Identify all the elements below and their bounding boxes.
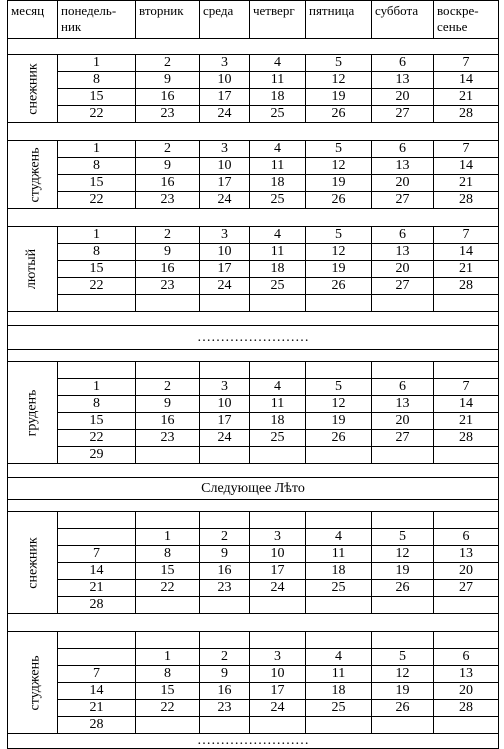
day-cell: 20 bbox=[372, 413, 434, 430]
ellipsis-bottom-row bbox=[8, 734, 499, 749]
month-name bbox=[8, 227, 58, 312]
day-cell: 4 bbox=[250, 55, 306, 72]
day-cell: 28 bbox=[434, 106, 499, 123]
spacer-cell bbox=[8, 312, 499, 326]
day-cell: 23 bbox=[200, 700, 250, 717]
day-cell: 5 bbox=[306, 379, 372, 396]
week-row bbox=[8, 580, 499, 597]
day-cell: 26 bbox=[372, 580, 434, 597]
day-cell: 28 bbox=[434, 430, 499, 447]
header-day: вторник bbox=[136, 1, 200, 39]
day-cell: 17 bbox=[200, 413, 250, 430]
day-cell: 18 bbox=[306, 563, 372, 580]
day-cell bbox=[434, 362, 499, 379]
header-day: четверг bbox=[250, 1, 306, 39]
day-cell: 15 bbox=[58, 261, 136, 278]
day-cell bbox=[200, 632, 250, 649]
day-cell: 10 bbox=[200, 158, 250, 175]
day-cell: 12 bbox=[306, 72, 372, 89]
day-cell: 8 bbox=[58, 158, 136, 175]
ellipsis-bottom: …………………… bbox=[8, 734, 499, 749]
day-cell: 23 bbox=[136, 430, 200, 447]
day-cell bbox=[372, 632, 434, 649]
ellipsis: …………………… bbox=[8, 326, 499, 350]
day-cell: 1 bbox=[58, 379, 136, 396]
day-cell: 19 bbox=[372, 683, 434, 700]
day-cell: 28 bbox=[58, 717, 136, 734]
day-cell: 16 bbox=[200, 563, 250, 580]
day-cell: 25 bbox=[250, 278, 306, 295]
day-cell: 21 bbox=[434, 175, 499, 192]
week-row bbox=[8, 597, 499, 614]
day-cell: 15 bbox=[136, 563, 200, 580]
day-cell: 18 bbox=[306, 683, 372, 700]
day-cell: 25 bbox=[306, 580, 372, 597]
day-cell bbox=[200, 717, 250, 734]
day-cell: 27 bbox=[372, 430, 434, 447]
header-day: среда bbox=[200, 1, 250, 39]
day-cell bbox=[200, 295, 250, 312]
month-label: студжень bbox=[27, 655, 43, 710]
day-cell: 18 bbox=[250, 89, 306, 106]
spacer-cell bbox=[8, 464, 499, 478]
spacer-cell bbox=[8, 39, 499, 55]
day-cell: 21 bbox=[58, 700, 136, 717]
day-cell bbox=[58, 529, 136, 546]
week-row bbox=[8, 72, 499, 89]
month-name bbox=[8, 632, 58, 734]
day-cell: 5 bbox=[372, 649, 434, 666]
week-row bbox=[8, 563, 499, 580]
day-cell: 22 bbox=[58, 278, 136, 295]
day-cell: 20 bbox=[372, 261, 434, 278]
month-label: снежник bbox=[25, 62, 41, 115]
day-cell: 22 bbox=[136, 580, 200, 597]
day-cell bbox=[58, 295, 136, 312]
day-cell bbox=[250, 295, 306, 312]
day-cell: 26 bbox=[372, 700, 434, 717]
header-month: месяц bbox=[8, 1, 58, 39]
day-cell bbox=[372, 447, 434, 464]
week-row bbox=[8, 529, 499, 546]
header-day: понедель- ник bbox=[58, 1, 136, 39]
day-cell: 15 bbox=[58, 175, 136, 192]
day-cell: 10 bbox=[200, 72, 250, 89]
week-row bbox=[8, 244, 499, 261]
month-name bbox=[8, 141, 58, 209]
week-row bbox=[8, 700, 499, 717]
day-cell: 2 bbox=[136, 141, 200, 158]
day-cell: 3 bbox=[200, 55, 250, 72]
day-cell bbox=[250, 362, 306, 379]
day-cell: 24 bbox=[250, 700, 306, 717]
week-row bbox=[8, 175, 499, 192]
ellipsis-row bbox=[8, 326, 499, 350]
day-cell: 1 bbox=[58, 227, 136, 244]
day-cell: 28 bbox=[58, 597, 136, 614]
day-cell: 27 bbox=[372, 106, 434, 123]
day-cell: 1 bbox=[136, 529, 200, 546]
week-row bbox=[8, 717, 499, 734]
spacer-row bbox=[8, 123, 499, 141]
week-row bbox=[8, 106, 499, 123]
header-day: пятница bbox=[306, 1, 372, 39]
day-cell: 11 bbox=[250, 396, 306, 413]
day-cell bbox=[58, 649, 136, 666]
day-cell: 25 bbox=[306, 700, 372, 717]
day-cell bbox=[250, 512, 306, 529]
day-cell: 8 bbox=[58, 396, 136, 413]
day-cell: 14 bbox=[434, 72, 499, 89]
day-cell: 2 bbox=[136, 55, 200, 72]
next-year-title: Следующее Лѣто bbox=[8, 478, 499, 500]
day-cell bbox=[200, 362, 250, 379]
day-cell: 23 bbox=[136, 192, 200, 209]
day-cell bbox=[306, 362, 372, 379]
day-cell: 13 bbox=[434, 666, 499, 683]
day-cell: 17 bbox=[200, 89, 250, 106]
day-cell: 14 bbox=[434, 244, 499, 261]
day-cell: 24 bbox=[200, 106, 250, 123]
month-name bbox=[8, 512, 58, 614]
day-cell: 24 bbox=[200, 192, 250, 209]
month-label: груденъ bbox=[24, 389, 40, 436]
day-cell: 17 bbox=[250, 563, 306, 580]
day-cell: 13 bbox=[372, 158, 434, 175]
week-row bbox=[8, 261, 499, 278]
spacer-row bbox=[8, 500, 499, 512]
day-cell: 2 bbox=[200, 649, 250, 666]
week-row bbox=[8, 295, 499, 312]
day-cell bbox=[250, 447, 306, 464]
day-cell: 13 bbox=[372, 244, 434, 261]
day-cell: 19 bbox=[306, 89, 372, 106]
day-cell: 20 bbox=[434, 563, 499, 580]
month-label: студжень bbox=[27, 147, 43, 202]
day-cell bbox=[306, 512, 372, 529]
spacer-cell bbox=[8, 209, 499, 227]
day-cell bbox=[434, 512, 499, 529]
spacer-row bbox=[8, 39, 499, 55]
day-cell bbox=[250, 717, 306, 734]
day-cell: 4 bbox=[250, 141, 306, 158]
day-cell: 12 bbox=[306, 244, 372, 261]
day-cell: 8 bbox=[58, 72, 136, 89]
day-cell: 9 bbox=[200, 546, 250, 563]
day-cell: 23 bbox=[136, 278, 200, 295]
spacer-row bbox=[8, 209, 499, 227]
day-cell: 15 bbox=[136, 683, 200, 700]
day-cell bbox=[372, 512, 434, 529]
day-cell: 27 bbox=[372, 278, 434, 295]
day-cell: 22 bbox=[58, 430, 136, 447]
day-cell bbox=[434, 632, 499, 649]
day-cell: 1 bbox=[58, 55, 136, 72]
day-cell: 23 bbox=[136, 106, 200, 123]
day-cell: 22 bbox=[136, 700, 200, 717]
day-cell bbox=[200, 597, 250, 614]
day-cell bbox=[136, 295, 200, 312]
day-cell: 1 bbox=[58, 141, 136, 158]
day-cell: 10 bbox=[250, 666, 306, 683]
day-cell bbox=[136, 362, 200, 379]
day-cell: 7 bbox=[58, 666, 136, 683]
day-cell: 5 bbox=[306, 141, 372, 158]
spacer-cell bbox=[8, 350, 499, 362]
week-row bbox=[8, 362, 499, 379]
week-row bbox=[8, 430, 499, 447]
day-cell: 19 bbox=[306, 261, 372, 278]
day-cell: 28 bbox=[434, 192, 499, 209]
day-cell: 8 bbox=[58, 244, 136, 261]
week-row bbox=[8, 396, 499, 413]
spacer-row bbox=[8, 464, 499, 478]
day-cell: 3 bbox=[200, 141, 250, 158]
month-label: снежник bbox=[25, 536, 41, 589]
week-row bbox=[8, 278, 499, 295]
spacer-cell bbox=[8, 614, 499, 632]
day-cell: 12 bbox=[306, 396, 372, 413]
day-cell bbox=[58, 512, 136, 529]
day-cell: 14 bbox=[434, 396, 499, 413]
day-cell: 12 bbox=[306, 158, 372, 175]
day-cell: 19 bbox=[306, 413, 372, 430]
day-cell bbox=[306, 632, 372, 649]
day-cell: 8 bbox=[136, 666, 200, 683]
day-cell: 6 bbox=[434, 529, 499, 546]
header-day: воскре- сенье bbox=[434, 1, 499, 39]
day-cell: 21 bbox=[434, 413, 499, 430]
day-cell: 9 bbox=[136, 244, 200, 261]
day-cell: 3 bbox=[250, 529, 306, 546]
day-cell: 5 bbox=[372, 529, 434, 546]
day-cell: 15 bbox=[58, 413, 136, 430]
day-cell bbox=[434, 447, 499, 464]
spacer-row bbox=[8, 350, 499, 362]
day-cell: 4 bbox=[306, 649, 372, 666]
day-cell: 29 bbox=[58, 447, 136, 464]
day-cell: 18 bbox=[250, 175, 306, 192]
day-cell: 21 bbox=[434, 89, 499, 106]
day-cell bbox=[58, 362, 136, 379]
week-row bbox=[8, 227, 499, 244]
day-cell: 16 bbox=[136, 261, 200, 278]
day-cell bbox=[200, 447, 250, 464]
week-row bbox=[8, 379, 499, 396]
day-cell: 14 bbox=[58, 563, 136, 580]
day-cell: 28 bbox=[434, 278, 499, 295]
day-cell: 17 bbox=[250, 683, 306, 700]
day-cell: 8 bbox=[136, 546, 200, 563]
day-cell bbox=[306, 717, 372, 734]
day-cell: 9 bbox=[136, 158, 200, 175]
day-cell: 22 bbox=[58, 106, 136, 123]
day-cell: 13 bbox=[372, 396, 434, 413]
day-cell bbox=[250, 597, 306, 614]
day-cell: 26 bbox=[306, 430, 372, 447]
day-cell bbox=[136, 597, 200, 614]
week-row bbox=[8, 447, 499, 464]
day-cell bbox=[372, 295, 434, 312]
day-cell bbox=[136, 447, 200, 464]
month-name bbox=[8, 55, 58, 123]
day-cell: 16 bbox=[200, 683, 250, 700]
day-cell: 28 bbox=[434, 700, 499, 717]
day-cell: 14 bbox=[434, 158, 499, 175]
day-cell: 5 bbox=[306, 55, 372, 72]
day-cell: 18 bbox=[250, 261, 306, 278]
day-cell: 6 bbox=[372, 227, 434, 244]
day-cell bbox=[250, 632, 306, 649]
day-cell: 23 bbox=[200, 580, 250, 597]
day-cell: 10 bbox=[200, 396, 250, 413]
day-cell: 6 bbox=[372, 55, 434, 72]
day-cell: 22 bbox=[58, 192, 136, 209]
spacer-row bbox=[8, 312, 499, 326]
day-cell: 3 bbox=[200, 227, 250, 244]
day-cell: 21 bbox=[58, 580, 136, 597]
week-row bbox=[8, 158, 499, 175]
week-row bbox=[8, 141, 499, 158]
day-cell: 25 bbox=[250, 192, 306, 209]
day-cell: 20 bbox=[372, 89, 434, 106]
day-cell: 5 bbox=[306, 227, 372, 244]
week-row bbox=[8, 632, 499, 649]
day-cell: 14 bbox=[58, 683, 136, 700]
month-label: лютый bbox=[24, 248, 40, 290]
day-cell: 16 bbox=[136, 413, 200, 430]
next-year-title-row bbox=[8, 478, 499, 500]
day-cell: 11 bbox=[250, 244, 306, 261]
spacer-cell bbox=[8, 123, 499, 141]
header-day: суббота bbox=[372, 1, 434, 39]
day-cell bbox=[306, 447, 372, 464]
day-cell: 26 bbox=[306, 106, 372, 123]
month-name bbox=[8, 362, 58, 464]
calendar-table bbox=[7, 0, 499, 749]
day-cell bbox=[372, 597, 434, 614]
day-cell bbox=[372, 362, 434, 379]
day-cell: 9 bbox=[136, 396, 200, 413]
day-cell: 10 bbox=[200, 244, 250, 261]
week-row bbox=[8, 89, 499, 106]
week-row bbox=[8, 413, 499, 430]
day-cell bbox=[200, 512, 250, 529]
day-cell: 21 bbox=[434, 261, 499, 278]
day-cell: 16 bbox=[136, 89, 200, 106]
day-cell: 10 bbox=[250, 546, 306, 563]
day-cell: 6 bbox=[372, 141, 434, 158]
day-cell: 7 bbox=[434, 141, 499, 158]
header-row bbox=[8, 1, 499, 39]
day-cell bbox=[372, 717, 434, 734]
day-cell: 11 bbox=[250, 158, 306, 175]
day-cell: 25 bbox=[250, 430, 306, 447]
day-cell: 12 bbox=[372, 666, 434, 683]
day-cell: 20 bbox=[372, 175, 434, 192]
day-cell: 11 bbox=[306, 546, 372, 563]
week-row bbox=[8, 666, 499, 683]
day-cell: 16 bbox=[136, 175, 200, 192]
day-cell: 7 bbox=[434, 379, 499, 396]
day-cell: 24 bbox=[250, 580, 306, 597]
day-cell: 17 bbox=[200, 175, 250, 192]
day-cell: 4 bbox=[250, 227, 306, 244]
day-cell bbox=[434, 597, 499, 614]
day-cell: 7 bbox=[434, 227, 499, 244]
day-cell bbox=[434, 717, 499, 734]
spacer-cell bbox=[8, 500, 499, 512]
day-cell bbox=[136, 512, 200, 529]
week-row bbox=[8, 512, 499, 529]
spacer-row bbox=[8, 614, 499, 632]
day-cell: 4 bbox=[306, 529, 372, 546]
day-cell: 17 bbox=[200, 261, 250, 278]
day-cell: 15 bbox=[58, 89, 136, 106]
week-row bbox=[8, 55, 499, 72]
day-cell: 20 bbox=[434, 683, 499, 700]
day-cell bbox=[58, 632, 136, 649]
day-cell: 18 bbox=[250, 413, 306, 430]
day-cell: 2 bbox=[136, 379, 200, 396]
week-row bbox=[8, 683, 499, 700]
day-cell: 13 bbox=[434, 546, 499, 563]
day-cell: 3 bbox=[250, 649, 306, 666]
day-cell: 2 bbox=[200, 529, 250, 546]
day-cell: 7 bbox=[434, 55, 499, 72]
day-cell: 27 bbox=[372, 192, 434, 209]
day-cell: 25 bbox=[250, 106, 306, 123]
day-cell: 3 bbox=[200, 379, 250, 396]
day-cell: 1 bbox=[136, 649, 200, 666]
day-cell: 19 bbox=[306, 175, 372, 192]
day-cell: 12 bbox=[372, 546, 434, 563]
day-cell: 9 bbox=[200, 666, 250, 683]
day-cell: 2 bbox=[136, 227, 200, 244]
day-cell bbox=[306, 597, 372, 614]
day-cell: 24 bbox=[200, 278, 250, 295]
day-cell: 19 bbox=[372, 563, 434, 580]
day-cell: 11 bbox=[250, 72, 306, 89]
day-cell bbox=[306, 295, 372, 312]
day-cell: 26 bbox=[306, 192, 372, 209]
day-cell bbox=[136, 717, 200, 734]
day-cell: 27 bbox=[434, 580, 499, 597]
week-row bbox=[8, 546, 499, 563]
week-row bbox=[8, 192, 499, 209]
day-cell: 11 bbox=[306, 666, 372, 683]
day-cell: 4 bbox=[250, 379, 306, 396]
day-cell: 13 bbox=[372, 72, 434, 89]
day-cell: 6 bbox=[372, 379, 434, 396]
day-cell bbox=[434, 295, 499, 312]
day-cell: 26 bbox=[306, 278, 372, 295]
day-cell: 24 bbox=[200, 430, 250, 447]
day-cell bbox=[136, 632, 200, 649]
week-row bbox=[8, 649, 499, 666]
day-cell: 6 bbox=[434, 649, 499, 666]
day-cell: 9 bbox=[136, 72, 200, 89]
day-cell: 7 bbox=[58, 546, 136, 563]
